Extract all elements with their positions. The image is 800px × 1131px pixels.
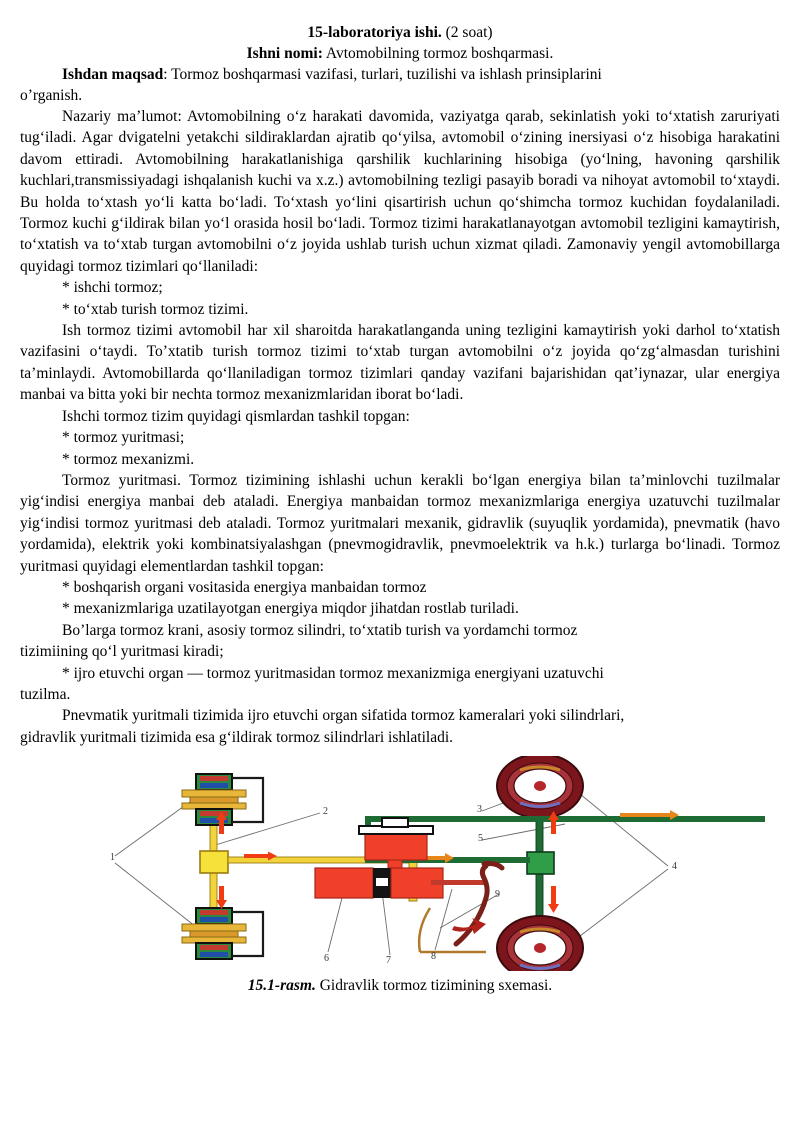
callout-6: 6 [324, 953, 329, 965]
rear-right-drum-brake [497, 916, 583, 971]
diagram-svg [20, 756, 780, 971]
figure-caption-text: Gidravlik tormoz tizimining sxemasi. [315, 977, 553, 995]
callout-3: 3 [477, 804, 482, 816]
callout-1: 1 [110, 852, 115, 864]
bullet-parking-brake: * to‘xtab turish tormoz tizimi. [62, 300, 249, 318]
bullet-executive-organ-line2: tuzilma. [20, 685, 71, 703]
bullet-service-brake: * ishchi tormoz; [62, 279, 163, 297]
paragraph-brake-drive-types: Tormoz yuritmasi. Tormoz tizimining ishlashi uchun kerakli bo‘lgan energiya bilan ta’minlovchi tuzilmalar yig‘indisi energiya manbai deb ataladi. Energiya manbaidan tormoz mexanizmlariga energiya uzatuvchi tuzilmalar yig‘indisi tormoz yuritmasi deb ataladi. Tormoz yuritmalari mexanik, gidravlik (suyuqlik yordamida), pnevmatik (havo yordamida), elektrik yoki kombinatsiyalashgan (pnevmogidravlik, pnevmoelektrik va h.k.) turlarga bo‘linadi. Tormoz yuritmasi quyidagi elementlardan tashkil topgan: [20, 471, 780, 575]
paragraph-brake-crane-line2: tizimiining qo‘l yuritmasi kiradi; [20, 643, 224, 661]
rear-left-drum-brake [497, 756, 583, 818]
work-goal-label: Ishdan maqsad [62, 66, 164, 83]
bullet-executive-organ-line1: * ijro etuvchi organ — tormoz yuritmasidan tormoz mexanizmiga energiyani uzatuvchi [62, 664, 604, 682]
callout-8: 8 [431, 951, 436, 963]
front-left-disc-brake [182, 774, 246, 825]
master-cylinder-body [315, 868, 373, 898]
lab-duration: (2 soat) [441, 24, 493, 41]
front-right-disc-brake [182, 908, 246, 959]
paragraph-theory: Nazariy ma’lumot: Avtomobilning o‘z harakati davomida, vaziyatga qarab, sekinlatish yoki to‘xtatish zaruriyati tug‘iladi. Agar dvigatelni yetakchi sildiraklardan ajratib qo‘yilsa, avtomobil o‘zining inersiyasi o‘z hisobiga harakatini davom ettiradi. Avtomobilning harakatlanishiga qarshilik kuchlarining hisobiga (yo‘lning, havoning qarshilik kuchlari,transmissiyadagi ishqalanish kuchi va x.z.) avtomobilning tezligi pasayib boradi va nihoyat avtomobil to‘xtaydi. Bu holda to‘xtash yo‘li katta bo‘ladi. To‘xtash yo‘lini qisartirish uchun qo‘shimcha tormoz kuchidan foydalaniladi. Tormoz kuchi g‘ildirak bilan yo‘l orasida hosil bo‘ladi. Tormoz tizimi harakatlanayotgan avtomobil tezligini kamaytirish, to‘xtatish va to‘xtab turgan avtomobilni o‘z joyida ushlab turish uchun xizmat qiladi. Zamonaviy yengil avtomobillarga quyidagi tormoz tizimlari qo‘llaniladi: [20, 108, 780, 275]
callout-2: 2 [323, 806, 328, 818]
bullet-energy-regulation: * mexanizmlariga uzatilayotgan energiya miqdor jihatdan rostlab turiladi. [62, 600, 519, 618]
work-name-line [20, 43, 780, 64]
front-circuit-splitter [200, 851, 228, 873]
bullet-brake-mechanism: * tormoz mexanizmi. [62, 450, 195, 468]
work-name-value: Avtomobilning tormoz boshqarmasi. [322, 45, 554, 62]
work-name-label: Ishni nomi: [246, 45, 323, 62]
brake-fluid-reservoir [365, 832, 427, 860]
callout-7: 7 [386, 955, 391, 967]
work-goal-value: : Tormoz boshqarmasi vazifasi, turlari, tuzilishi va ishlash prinsiplarini [163, 66, 602, 83]
work-goal-continuation [20, 85, 780, 106]
paragraph-brake-crane-line1: Bo’larga tormoz krani, asosiy tormoz silindri, to‘xtatib turish va yordamchi tormoz [62, 621, 578, 639]
callout-4: 4 [672, 861, 677, 873]
paragraph-pneumatic-line2: gidravlik yuritmali tizimida esa g‘ildirak tormoz silindrlari ishlatiladi. [20, 728, 454, 746]
bullet-brake-drive: * tormoz yuritmasi; [62, 429, 185, 447]
paragraph-brake-systems: Ish tormoz tizimi avtomobil har xil sharoitda harakatlanganda uning tezligini kamaytirish yoki darhol to‘xtatish vazifasini o‘taydi. To’xtatib turish tormoz tizimi to‘xtab turgan avtomobilni o‘z joyida qo‘zg‘almasdan turishini ta’minlaydi. Avtomobillarda qo‘llaniladigan tormoz tizimlari qanday vazifani bajarishidan qat’iynazar, ular energiya manbai va bitta yoki bir nechta tormoz mexanizmlaridan iborat bo‘ladi. [20, 322, 780, 404]
push-rod [431, 880, 486, 885]
work-goal-line [20, 64, 780, 85]
work-goal-continuation-text: o’rganish. [20, 87, 83, 104]
figure-caption [20, 975, 780, 996]
callout-9: 9 [495, 889, 500, 901]
paragraph-pneumatic-line1: Pnevmatik yuritmali tizimida ijro etuvchi organ sifatida tormoz kameralari yoki silindrlari, [62, 707, 625, 725]
lab-number-title: 15-laboratoriya ishi. [307, 24, 442, 41]
rear-circuit-splitter [527, 852, 554, 874]
lab-title-line [20, 22, 780, 43]
figure-number: 15.1-rasm. [247, 977, 316, 995]
bullet-control-organ: * boshqarish organi vositasida energiya manbaidan tormoz [62, 578, 427, 596]
callout-5: 5 [478, 833, 483, 845]
hydraulic-brake-diagram [20, 756, 800, 971]
paragraph-service-brake-parts: Ishchi tormoz tizim quyidagi qismlardan tashkil topgan: [62, 407, 410, 425]
